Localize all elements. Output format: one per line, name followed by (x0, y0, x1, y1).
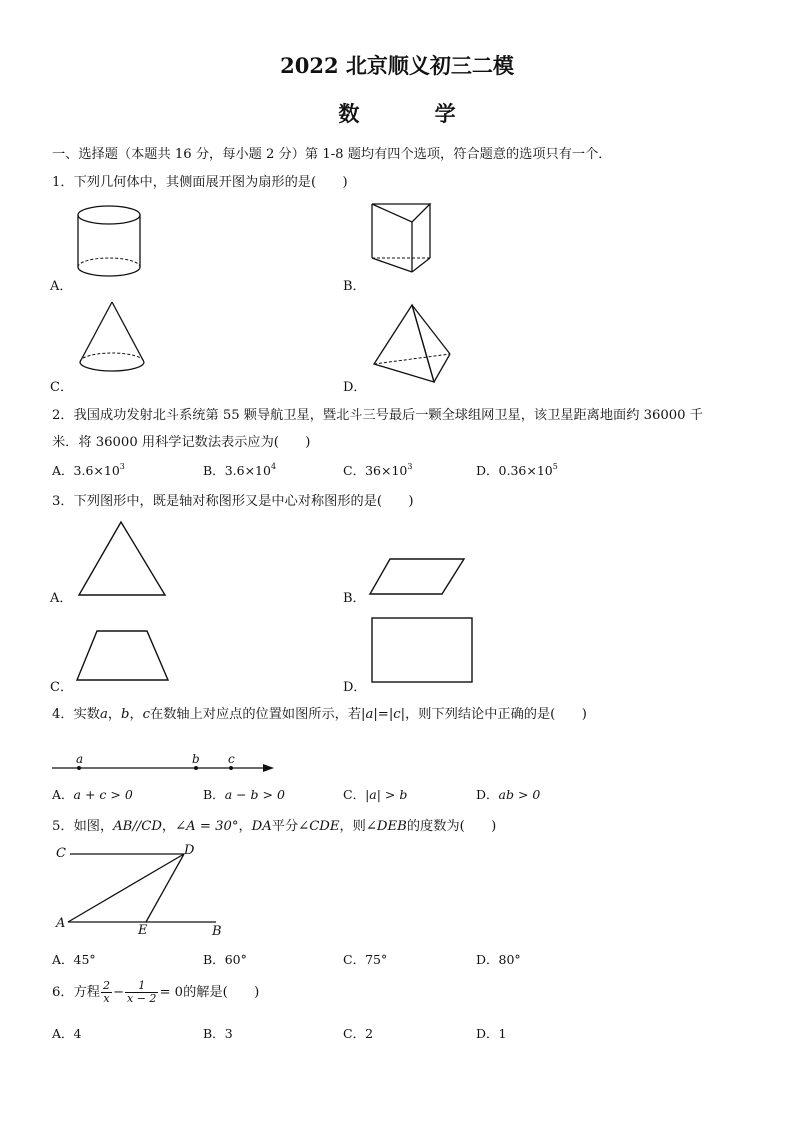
question-2-stem-line1: 2．我国成功发射北斗系统第 55 颗导航卫星，暨北斗三号最后一颗全球组网卫星，该卫星距离地面约 36000 千 (52, 408, 703, 423)
q4-option-c[interactable]: C．|a| > b (343, 787, 408, 802)
axis-label-c: c (228, 752, 235, 766)
q1-option-a[interactable]: A． (50, 279, 73, 294)
q5-option-b[interactable]: B．60° (203, 952, 247, 967)
q6-option-c[interactable]: C．2 (343, 1026, 374, 1041)
triangular-prism-icon (366, 200, 436, 275)
section-heading: 一、选择题（本题共 16 分，每小题 2 分）第 1-8 题均有四个选项，符合题意的选项只有一个． (52, 147, 612, 162)
q5-option-a[interactable]: A．45° (52, 952, 96, 967)
q6-option-b[interactable]: B．3 (203, 1026, 233, 1041)
q4-option-a[interactable]: A．a + c > 0 (52, 787, 133, 802)
number-line (50, 752, 280, 776)
q3-option-b[interactable]: B． (343, 591, 366, 606)
q5-option-d[interactable]: D．80° (476, 952, 521, 967)
fraction-2-over-x: $\frac{2}{x}$ (102, 979, 110, 1005)
q3-option-d[interactable]: D． (343, 680, 367, 695)
point-label-a: A (56, 916, 66, 931)
point-label-c: C (56, 846, 66, 861)
q5-option-c[interactable]: C．75° (343, 952, 388, 967)
axis-label-a: a (76, 752, 84, 766)
q4-option-b[interactable]: B．a − b > 0 (203, 787, 285, 802)
q6-option-a[interactable]: A．4 (52, 1026, 82, 1041)
q2-option-c[interactable]: C．$36\times 10^3$ (343, 462, 413, 478)
trapezoid-icon (74, 628, 172, 684)
point-b (194, 766, 198, 770)
q3-option-a[interactable]: A． (50, 591, 73, 606)
q1-option-c[interactable]: C． (50, 380, 73, 395)
triangle-icon (76, 520, 168, 600)
point-label-b: B (212, 924, 222, 939)
question-5-stem: 5．如图，AB//CD，∠A = 30°，DA平分∠CDE，则∠DEB的度数为( ) (52, 819, 497, 834)
q2-option-b[interactable]: B．$3.6\times 10^4$ (203, 462, 277, 478)
q2-option-a[interactable]: A．$3.6\times 10^3$ (52, 462, 125, 478)
rectangle-icon (370, 616, 474, 684)
point-label-e: E (138, 923, 148, 938)
cone-icon (76, 300, 148, 384)
subject-title: 数 学 (338, 101, 490, 126)
q1-option-d[interactable]: D． (343, 380, 367, 395)
parallelogram-icon (368, 557, 468, 597)
point-c (229, 766, 233, 770)
question-4-stem: 4．实数a，b，c在数轴上对应点的位置如图所示，若|a|=|c|，则下列结论中正确的是( ) (52, 707, 587, 722)
triangular-pyramid-icon (368, 302, 454, 386)
question-1-stem: 1．下列几何体中，其侧面展开图为扇形的是( ) (52, 175, 348, 190)
cylinder-icon (74, 203, 146, 285)
question-3-stem: 3．下列图形中，既是轴对称图形又是中心对称图形的是( ) (52, 494, 414, 509)
q1-option-b[interactable]: B． (343, 279, 366, 294)
q4-option-d[interactable]: D．ab > 0 (476, 787, 541, 802)
point-a (77, 766, 81, 770)
q3-option-c[interactable]: C． (50, 680, 73, 695)
question-6-stem: 6．方程 $\frac{2}{x}$ − $\frac{1}{x - 2}$ = 0的解是( ) (52, 979, 260, 1005)
question-2-stem-line2: 米．将 36000 用科学记数法表示应为( ) (52, 435, 311, 450)
axis-label-b: b (192, 752, 200, 766)
page-title: 2022 北京顺义初三二模 (280, 53, 514, 78)
q6-option-d[interactable]: D．1 (476, 1026, 507, 1041)
q2-option-d[interactable]: D．$0.36\times 10^5$ (476, 462, 558, 478)
point-label-d: D (184, 843, 195, 858)
fraction-1-over-x-minus-2: $\frac{1}{x - 2}$ (127, 979, 157, 1005)
